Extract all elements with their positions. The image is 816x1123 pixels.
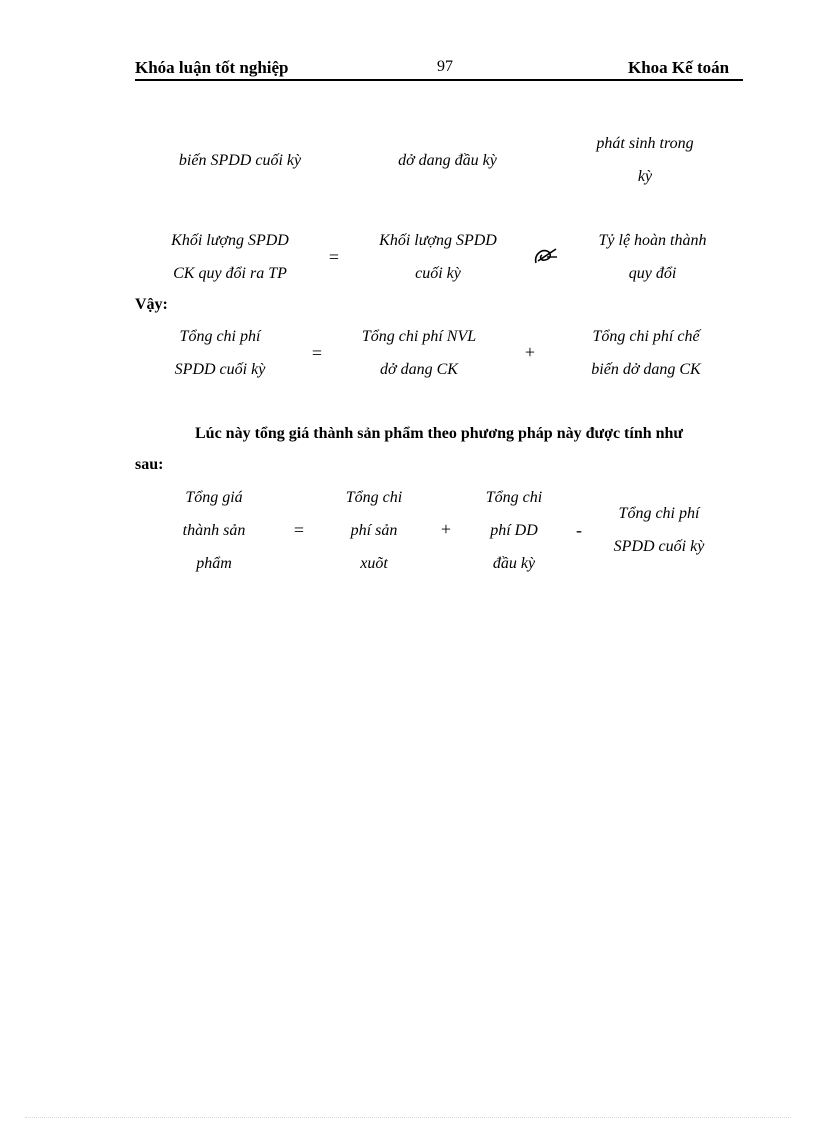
multiply-symbol-icon — [533, 245, 559, 267]
row3-lhs-line1: Tổng chi phí — [179, 328, 261, 345]
row4-term3-line1: Tổng chi phí — [618, 505, 700, 522]
row4-term2-line3: đầu kỳ — [492, 555, 536, 572]
row4-lhs-line1: Tổng giá — [185, 489, 243, 506]
row4-term2-line1: Tổng chi — [485, 489, 543, 506]
row3-term1-line2: dở dang CK — [380, 361, 458, 378]
row2-term1-line1: Khối lượng SPDD — [379, 232, 497, 249]
row2-term2-line2: quy đổi — [628, 265, 677, 282]
row2-term1-line2: cuối kỳ — [415, 265, 461, 282]
paragraph-line2: sau: — [135, 456, 164, 473]
row4-minus: - — [576, 520, 582, 540]
row4-term2-line2: phí DD — [490, 522, 538, 539]
row2-lhs-line2: CK quy đổi ra TP — [173, 265, 287, 282]
row3-term2-line1: Tổng chi phí chế — [592, 328, 700, 345]
row3-equals: = — [311, 343, 323, 363]
row4-equals: = — [293, 520, 305, 540]
paragraph-line1: Lúc này tổng giá thành sản phẩm theo phương pháp này được tính như — [195, 425, 684, 442]
row1-col2: dở dang đầu kỳ — [398, 152, 497, 169]
row4-plus: + — [440, 519, 452, 539]
header-rule — [135, 79, 743, 81]
row3-term2-line2: biến dở dang CK — [591, 361, 701, 378]
row4-term1-line3: xuõt — [360, 555, 388, 572]
row4-lhs-line3: phẩm — [196, 555, 232, 572]
header-left: Khóa luận tốt nghiệp — [135, 58, 289, 77]
row4-term3-line2: SPDD cuối kỳ — [613, 538, 705, 555]
row1-col3-line1: phát sinh trong — [596, 135, 694, 152]
row4-lhs-line2: thành sản — [182, 522, 246, 539]
row4-term1-line2: phí sản — [350, 522, 398, 539]
row2-term2-line1: Tỷ lệ hoàn thành — [598, 232, 707, 249]
row1-col1: biến SPDD cuối kỳ — [178, 152, 302, 169]
row3-lhs-line2: SPDD cuối kỳ — [174, 361, 266, 378]
row2-equals: = — [328, 247, 340, 267]
header-right: Khoa Kế toán — [628, 58, 730, 77]
page-bottom-border — [25, 1117, 791, 1118]
row1-col3-line2: kỳ — [637, 168, 653, 185]
row3-plus: + — [524, 342, 536, 362]
row2-lhs-line1: Khối lượng SPDD — [171, 232, 289, 249]
vay-label: Vậy: — [135, 296, 168, 313]
row3-term1-line1: Tổng chi phí NVL — [361, 328, 477, 345]
page-number: 97 — [437, 58, 453, 75]
row4-term1-line1: Tổng chi — [345, 489, 403, 506]
